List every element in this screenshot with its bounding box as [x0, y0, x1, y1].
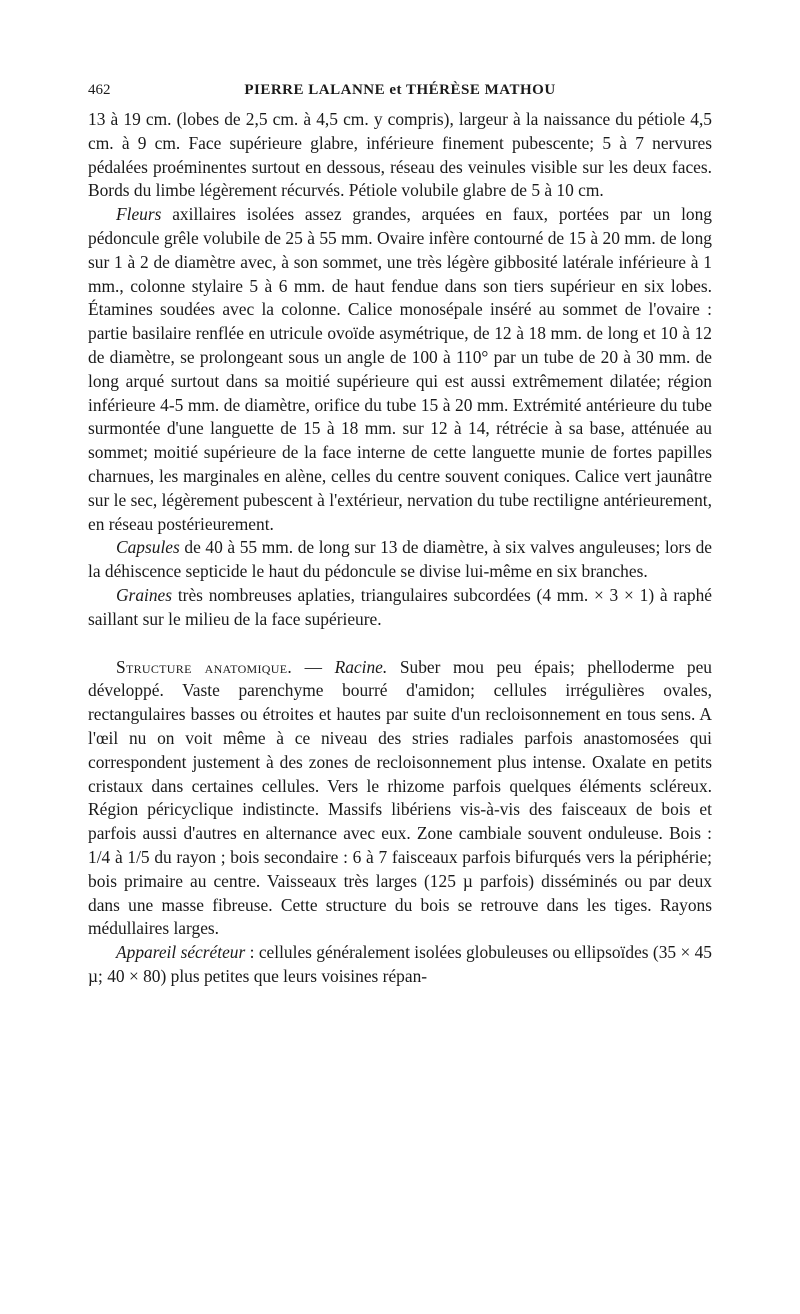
- paragraph-anatomy: [88, 656, 712, 942]
- running-title: PIERRE LALANNE et THÉRÈSE MATHOU: [244, 82, 556, 98]
- paragraph-text: très nombreuses aplaties, triangulaires subcordées (4 mm. × 3 × 1) à raphé saillant sur le milieu de la face supérieure.: [88, 584, 712, 629]
- paragraph-text: Suber mou peu épais; phelloderme peu développé. Vaste parenchyme bourré d'amidon; cellules irrégulières ovales, rectangulaires basses ou étroites et hautes par suite d'un recloisonnement en tous sens. A l'œil nu on voit même à ce niveau des stries radiales parfois anastomosées qui correspondent justement à des zones de recloisonnement plus intense. Oxalate en petits cristaux dans certaines cellules. Vers le rhizome parfois quelques éléments scléreux. Région péricyclique indistincte. Massifs libériens vis-à-vis des faisceaux de bois et parfois aussi d'autres en alternance avec eux. Zone cambiale souvent onduleuse. Bois : 1/4 à 1/5 du rayon ; bois secondaire : 6 à 7 faisceaux parfois bifurqués vers la périphérie; bois primaire au centre. Vaisseaux très larges (125 µ parfois) disséminés ou par deux dans une masse fibreuse. Cette structure du bois se retrouve dans les tiges. Rayons médullaires larges.: [88, 656, 712, 939]
- lead-term: Graines: [116, 584, 173, 605]
- paragraph-secretory: [88, 941, 712, 989]
- page-header: [88, 82, 712, 104]
- dash: —: [292, 656, 335, 677]
- paragraph-leaf-description: [88, 108, 712, 203]
- paragraph-seeds: [88, 584, 712, 632]
- section-heading: Structure anatomique.: [116, 656, 293, 677]
- lead-term: Capsules: [116, 537, 180, 558]
- paragraph-flowers: [88, 203, 712, 536]
- lead-term: Fleurs: [116, 204, 162, 225]
- page: [88, 82, 712, 989]
- subsection-term: Racine.: [334, 656, 388, 677]
- page-number: 462: [88, 82, 111, 98]
- lead-term: Appareil sécréteur: [116, 942, 246, 963]
- paragraph-text: 13 à 19 cm. (lobes de 2,5 cm. à 4,5 cm. y compris), largeur à la naissance du pétiole 4,5 cm. à 9 cm. Face supérieure glabre, inférieure finement pubescente; 5 à 7 nervures pédalées proéminentes surtout en dessous, réseau des veinules visible sur les deux faces. Bords du limbe légèrement récurvés. Pétiole volubile glabre de 5 à 10 cm.: [88, 109, 712, 201]
- paragraph-capsules: [88, 536, 712, 584]
- paragraph-text: : cellules généralement isolées globuleuses ou ellipsoïdes (35 × 45 µ; 40 × 80) plus petites que leurs voisines répan-: [88, 942, 712, 986]
- paragraph-text: de 40 à 55 mm. de long sur 13 de diamètre, à six valves anguleuses; lors de la déhiscence septicide le haut du pédoncule se divise lui-même en six branches.: [88, 537, 712, 582]
- paragraph-text: axillaires isolées assez grandes, arquées en faux, portées par un long pédoncule grêle volubile de 25 à 55 mm. Ovaire infère contourné de 15 à 20 mm. de long sur 1 à 2 de diamètre avec, à son sommet, une très légère gibbosité latérale inférieure à 1 mm., colonne stylaire 5 à 6 mm. de haut fendue dans son tiers supérieur en six lobes. Étamines soudées avec la colonne. Calice monosépale inséré au sommet de l'ovaire : partie basilaire renflée en utricule ovoïde asymétrique, de 12 à 18 mm. de long et 10 à 12 de diamètre, se prolongeant sous un angle de 100 à 110° par un tube de 20 à 30 mm. de long arqué surtout dans sa moitié supérieure qui est aussi extrêmement dilatée; région inférieure 4-5 mm. de diamètre, orifice du tube 15 à 20 mm. Extrémité antérieure du tube surmontée d'une languette de 15 à 18 mm. sur 12 à 14, rétrécie à sa base, atténuée au sommet; moitié supérieure de la face interne de cette languette munie de fortes papilles charnues, les marginales en alène, celles du centre souvent coniques. Calice vert jaunâtre sur le sec, légèrement pubescent à l'extérieur, nervation du tube rectiligne antérieurement, en réseau postérieurement.: [88, 204, 712, 534]
